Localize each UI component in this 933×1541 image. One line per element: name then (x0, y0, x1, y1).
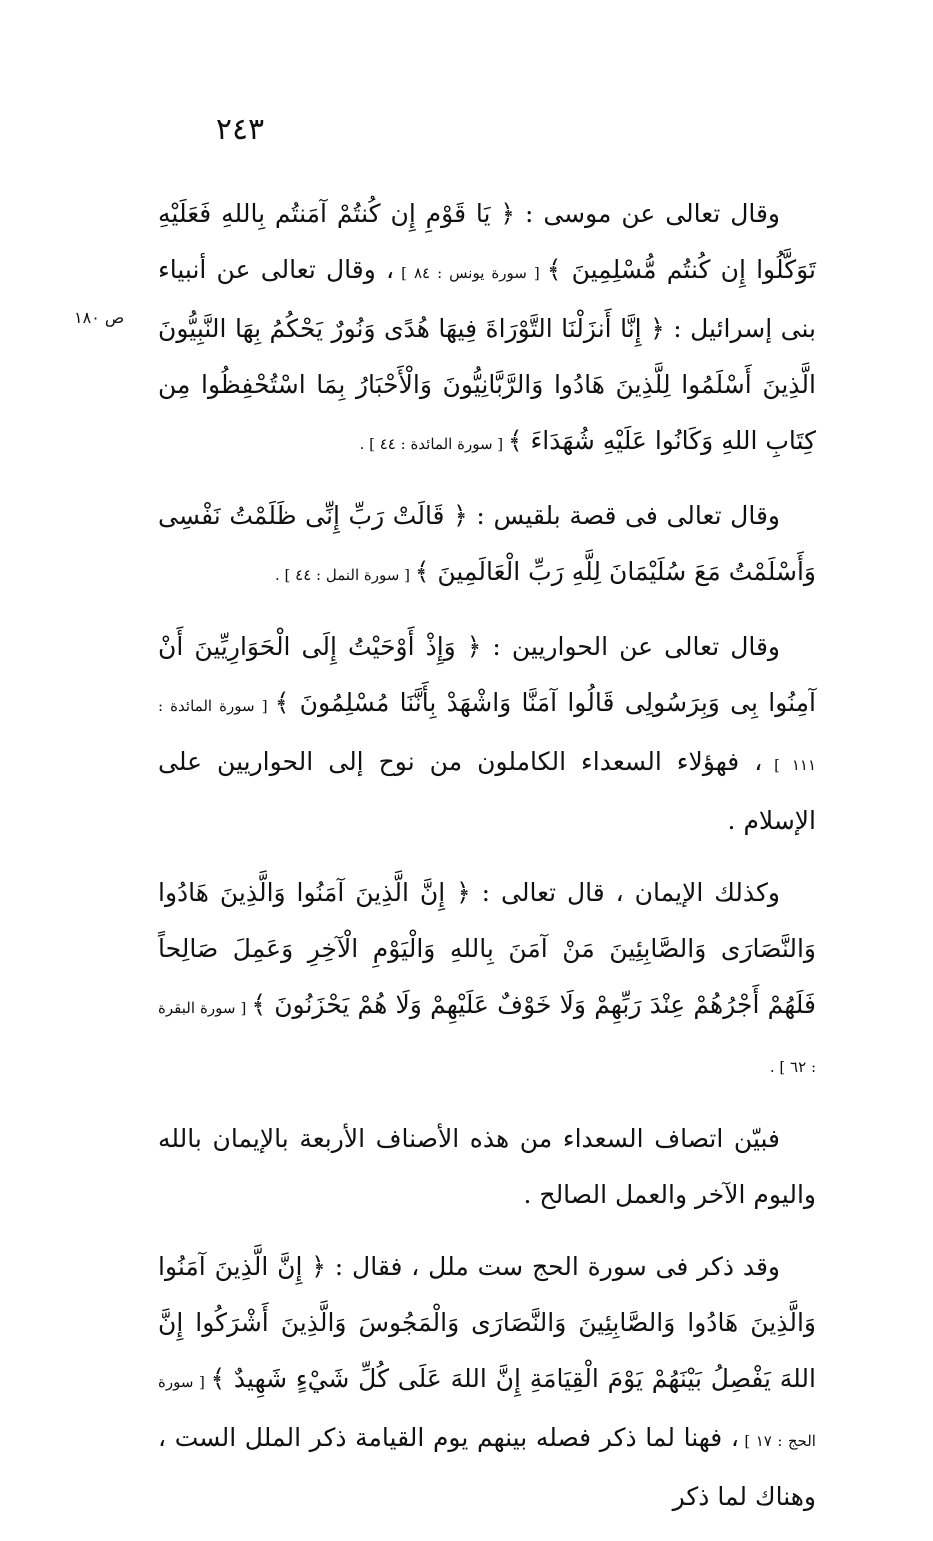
citation: [ سورة المائدة : ١١١ ] (158, 697, 816, 774)
paragraph (158, 865, 816, 1095)
citation: [ سورة البقرة : ٦٢ ] . (158, 999, 816, 1076)
paragraph (158, 488, 816, 603)
text-segment: ، وقال تعالى عن أنبياء بنى إسرائيل : ﴿ إِنَّا أَنزَلْنَا التَّوْرَاةَ فِيهَا هُدًى وَنُورٌ يَحْكُمُ بِهَا النَّبِيُّونَ الَّذِينَ أَسْلَمُوا لِلَّذِينَ هَادُوا وَالرَّبَّانِيُّونَ وَالْأَحْبَارُ بِمَا اسْتُحْفِظُوا مِن كِتَابِ اللهِ وَكَانُوا عَلَيْهِ شُهَدَاءَ ﴾ (158, 255, 816, 455)
margin-page-reference: ص ١٨٠ (74, 308, 125, 327)
citation: [ سورة النمل : ٤٤ ] . (274, 566, 415, 584)
paragraph (158, 1111, 816, 1223)
text-segment: وقال تعالى عن موسى : ﴿ يَا قَوْمِ إِن كُنتُمْ آمَنتُم بِاللهِ فَعَلَيْهِ تَوَكَّلُوا إِن كُنتُم مُّسْلِمِينَ ﴾ (158, 199, 816, 284)
page-number: ٢٤٣ (215, 112, 265, 147)
paragraph (158, 619, 816, 849)
text-segment: ، فهنا لما ذكر فصله بينهم يوم القيامة ذكر الملل الست ، وهناك لما ذكر (158, 1423, 816, 1511)
text-segment: فبيّن اتصاف السعداء من هذه الأصناف الأربعة بالإيمان بالله واليوم الآخر والعمل الصالح . (158, 1124, 816, 1209)
text-segment: وقال تعالى عن الحواريين : ﴿ وَإِذْ أَوْحَيْتُ إِلَى الْحَوَارِيِّينَ أَنْ آمِنُوا بِى وَبِرَسُولِى قَالُوا آمَنَّا وَاشْهَدْ بِأَنَّنَا مُسْلِمُونَ ﴾ (158, 632, 816, 717)
text-segment: وكذلك الإيمان ، قال تعالى : ﴿ إِنَّ الَّذِينَ آمَنُوا وَالَّذِينَ هَادُوا وَالنَّصَارَى وَالصَّابِئِينَ مَنْ آمَنَ بِاللهِ وَالْيَوْمِ الْآخِرِ وَعَمِلَ صَالِحاً فَلَهُمْ أَجْرُهُمْ عِنْدَ رَبِّهِمْ وَلَا خَوْفٌ عَلَيْهِمْ وَلَا هُمْ يَحْزَنُونَ ﴾ (158, 878, 816, 1019)
paragraph (158, 186, 816, 472)
citation: [ سورة الحج : ١٧ ] (158, 1373, 816, 1450)
text-segment: وقد ذكر فى سورة الحج ست ملل ، فقال : ﴿ إِنَّ الَّذِينَ آمَنُوا وَالَّذِينَ هَادُوا وَالصَّابِئِينَ وَالنَّصَارَى وَالْمَجُوسَ وَالَّذِينَ أَشْرَكُوا إِنَّ اللهَ يَفْصِلُ بَيْنَهُمْ يَوْمَ الْقِيَامَةِ إِنَّ اللهَ عَلَى كُلِّ شَيْءٍ شَهِيدٌ ﴾ (158, 1252, 816, 1393)
citation: [ سورة المائدة : ٤٤ ] . (359, 435, 508, 453)
text-segment: وقال تعالى فى قصة بلقيس : ﴿ قَالَتْ رَبِّ إِنِّى ظَلَمْتُ نَفْسِى وَأَسْلَمْتُ مَعَ سُلَيْمَانَ لِلَّهِ رَبِّ الْعَالَمِينَ ﴾ (158, 501, 816, 586)
text-segment: ، فهؤلاء السعداء الكاملون من نوح إلى الحواريين على الإسلام . (158, 747, 816, 835)
paragraph (158, 1239, 816, 1525)
citation: [ سورة يونس : ٨٤ ] (394, 264, 547, 282)
body-text (158, 186, 816, 1541)
